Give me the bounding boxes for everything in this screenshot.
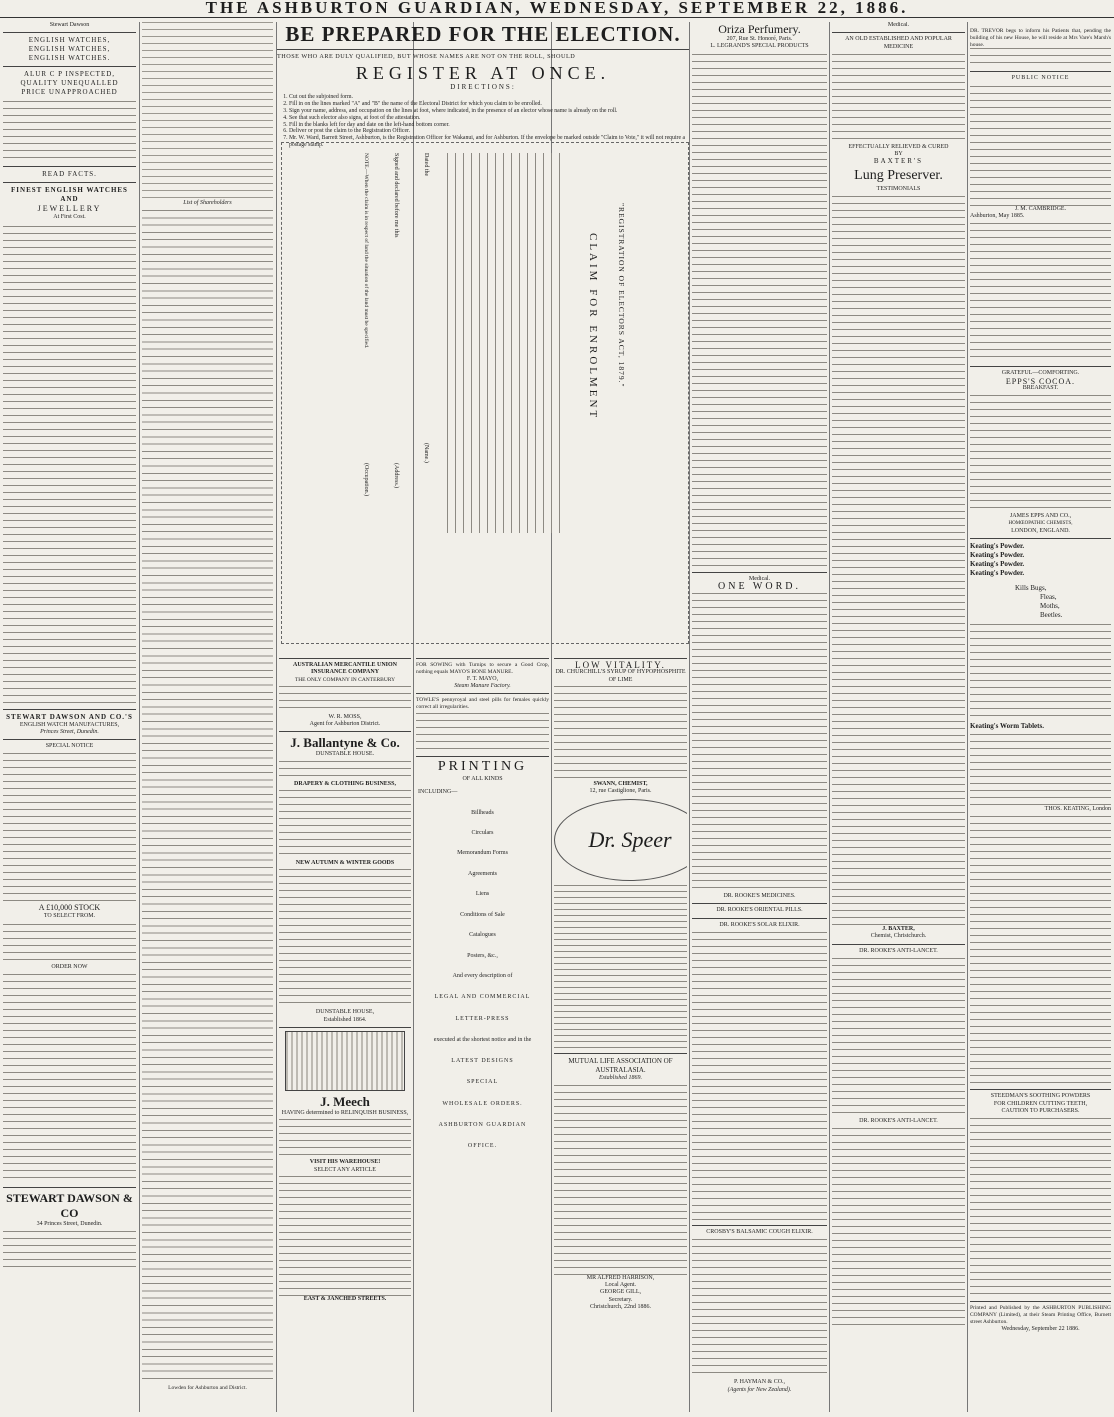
- alur-line: QUALITY UNEQUALLED: [20, 79, 119, 88]
- ballantyne-title: J. Ballantyne & Co.: [290, 735, 400, 751]
- body-text-block: [970, 86, 1111, 206]
- baxter-sub: Chemist, Christchurch.: [870, 933, 927, 940]
- body-text-block: [970, 734, 1111, 806]
- body-text-block: [970, 395, 1111, 513]
- form-act: "REGISTRATION OF ELECTORS ACT, 1879.": [617, 203, 626, 388]
- baxter-name: BAXTER'S: [873, 157, 924, 166]
- meech-title: J. Meech: [320, 1093, 370, 1109]
- warehouse-engraving: [285, 1031, 405, 1091]
- teeth-heading: FOR CHILDREN CUTTING TEETH,: [993, 1100, 1088, 1107]
- rooke-pills: DR. ROOKE'S ORIENTAL PILLS.: [716, 907, 803, 914]
- kills-line: Moths,: [1040, 602, 1060, 611]
- local-agent: Local Agent.: [605, 1282, 636, 1289]
- divider: [3, 739, 136, 740]
- worm-tablets: Keating's Worm Tablets.: [970, 722, 1044, 731]
- mutual-established: Established 1869.: [599, 1075, 642, 1082]
- agent-sub: Agent for Ashburton District.: [309, 721, 381, 728]
- divider: [277, 49, 689, 50]
- wholesale-orders: WHOLESALE ORDERS.: [442, 1100, 523, 1107]
- keating-powder: Keating's Powder.: [970, 551, 1025, 560]
- column-stewart-dawson: [3, 22, 136, 1414]
- public-notice: PUBLIC NOTICE: [1011, 75, 1070, 82]
- printing-kind: Liens: [475, 891, 490, 898]
- oriza-product-list: [692, 54, 827, 569]
- body-text-block: [692, 593, 827, 893]
- divider: [692, 572, 827, 573]
- column-rule: [139, 22, 140, 1412]
- column-shareholders: [142, 22, 273, 1414]
- printing-kind: Agreements: [468, 870, 497, 877]
- bottom-firm: STEWART DAWSON & CO: [6, 1191, 133, 1221]
- drapery: DRAPERY & CLOTHING BUSINESS,: [294, 780, 396, 787]
- mayo-name: F. T. MAYO,: [466, 675, 499, 682]
- body-text-block: [279, 790, 411, 860]
- order-now: ORDER NOW: [51, 963, 88, 970]
- guardian-name: ASHBURTON GUARDIAN: [438, 1122, 527, 1128]
- direction-step: 4. See that such elector also signs, at foot of the attestation.: [289, 115, 689, 122]
- firm-address: Princes Street, Dunedin.: [40, 728, 99, 735]
- divider: [692, 1225, 827, 1226]
- firm-subheading: ENGLISH WATCH MANUFACTURES,: [19, 721, 120, 728]
- column-baxter: [832, 22, 965, 1414]
- kills-line: Kills Bugs,: [1015, 584, 1047, 593]
- body-text-block: [554, 686, 687, 781]
- column-printing: [416, 655, 549, 1412]
- george-gill: GEORGE GILL,: [600, 1289, 641, 1296]
- latest-designs: LATEST DESIGNS: [451, 1058, 514, 1065]
- keating-powder: Keating's Powder.: [970, 542, 1025, 551]
- masthead-title: THE ASHBURTON GUARDIAN, WEDNESDAY, SEPTEMBER 22, 1886.: [205, 0, 909, 17]
- select-article: SELECT ANY ARTICLE: [314, 1166, 376, 1173]
- directions-list: [289, 94, 689, 148]
- autumn-goods: NEW AUTUMN & WINTER GOODS: [295, 860, 395, 867]
- election-intro: THOSE WHO ARE DULY QUALIFIED, BUT WHOSE NAMES ARE NOT ON THE ROLL, SHOULD: [277, 53, 576, 60]
- form-note: NOTE.—When the claim is in respect of land the situation of the land must be specified.: [363, 153, 369, 349]
- watches-line: ENGLISH WATCHES.: [28, 54, 111, 63]
- body-text-block: [832, 1128, 965, 1328]
- printing-kind: Memorandum Forms: [457, 850, 508, 857]
- body-text-block: [279, 686, 411, 714]
- body-text-block: [970, 1118, 1111, 1298]
- select-from: TO SELECT FROM.: [43, 913, 96, 920]
- rooke-lancet-2: DR. ROOKE'S ANTI-LANCET.: [859, 1117, 938, 1124]
- agent-name: W. R. MOSS,: [328, 713, 362, 720]
- body-text-block: [416, 713, 549, 753]
- direction-step: 3. Sign your name, address, and occupation on the lines at foot, where indicated, in the presence of an elector whose name is already on the roll.: [289, 108, 689, 115]
- oriza-products: L. LEGRAND'S SPECIAL PRODUCTS: [710, 43, 809, 50]
- lung-preserver: Lung Preserver.: [854, 167, 943, 183]
- divider: [3, 32, 136, 33]
- printed-by: Printed and Published by the ASHBURTON PUBLISHING COMPANY (Limited), at their Steam Printing Office, Burnett street Ashburton.: [970, 1305, 1111, 1325]
- date-line: Wednesday, September 22 1886.: [1001, 1325, 1080, 1332]
- column-rule: [689, 22, 690, 1412]
- body-text-block: [970, 816, 1111, 1086]
- oriza-address: 207, Rue St. Honoré, Paris.: [726, 36, 793, 42]
- christchurch-date: Christchurch, 22nd 1886.: [590, 1303, 651, 1310]
- direction-step: 2. Fill in on the lines marked "A" and "B" the name of the Electoral District for which you claim to be enrolled.: [289, 101, 689, 108]
- divider: [554, 1053, 687, 1054]
- divider: [3, 1187, 136, 1188]
- meech-tagline: HAVING determined to RELINQUISH BUSINESS,: [281, 1109, 409, 1116]
- body-text-block: [3, 101, 136, 163]
- form-address: (Address.): [393, 463, 399, 489]
- watches-line: ENGLISH WATCHES,: [28, 36, 111, 45]
- shareholders-title: List of Shareholders: [183, 200, 232, 206]
- printing-kinds: [416, 810, 549, 960]
- form-dated: Dated the: [423, 153, 429, 177]
- every-description: And every description of: [452, 972, 513, 979]
- cambridge-date: Ashburton, May 1885.: [970, 212, 1025, 219]
- alur-line: PRICE UNAPPROACHED: [21, 88, 118, 97]
- direction-step: 7. Mr. W. Ward, Barrett Street, Ashburton, is the Registration Officer for Wakanui, and for Ashburton. If the envelope be marked outside "Claim to Vote," it will not require a postage stamp.: [289, 135, 689, 149]
- body-text-block: [3, 974, 136, 1184]
- special: SPECIAL: [466, 1079, 499, 1086]
- epps-title: EPPS'S COCOA.: [1005, 376, 1076, 386]
- form-name: (Name.): [423, 443, 429, 463]
- direction-step: 1. Cut out the subjoined form.: [289, 94, 689, 101]
- baxter-signature: J. BAXTER,: [882, 926, 915, 933]
- rooke-elixir: DR. ROOKE'S SOLAR ELIXIR.: [719, 921, 800, 928]
- established: Established 1864.: [323, 1016, 367, 1023]
- divider: [692, 918, 827, 919]
- dunstable-house: DUNSTABLE HOUSE,: [315, 1009, 375, 1016]
- election-heading: BE PREPARED FOR THE ELECTION.: [285, 22, 681, 46]
- column-footer: Lowden for Ashburton and District.: [168, 1385, 247, 1392]
- vitality-heading: LOW VITALITY.: [575, 660, 666, 670]
- by: BY: [894, 151, 903, 158]
- body-text-block: [832, 196, 965, 926]
- breakfast: BREAKFAST.: [1022, 384, 1059, 391]
- column-medicines-left: [554, 655, 687, 1412]
- cambridge-name: J. M. CAMBRIDGE.: [1014, 205, 1067, 212]
- read-facts: READ FACTS.: [42, 170, 97, 179]
- rooke-medicines: DR. ROOKE'S MEDICINES.: [723, 893, 796, 900]
- form-occupation: (Occupation.): [363, 463, 369, 497]
- mayo-sub: Steam Manure Factory.: [454, 682, 511, 689]
- bottom-address: 34 Princes Street, Dunedin.: [36, 1221, 103, 1228]
- mayo-ad: FOR SOWING with Turnips to secure a Good Crop, nothing equals MAYO'S BONE MANURE.: [416, 662, 549, 675]
- epps-tagline: GRATEFUL—COMFORTING.: [1001, 370, 1080, 377]
- homeopathic: HOMŒOPATHIC CHEMISTS,: [1008, 521, 1073, 527]
- steedman-heading: STEEDMAN'S SOOTHING POWDERS: [990, 1093, 1091, 1100]
- column-header: Stewart Dawson: [49, 22, 90, 28]
- alur-line: ALUR C P INSPECTED,: [23, 70, 116, 79]
- body-text-block: [692, 1239, 827, 1379]
- divider: [970, 538, 1111, 539]
- printing-kind: Billheads: [471, 809, 494, 816]
- body-text-block: [692, 932, 827, 1222]
- shareholders-list: [142, 210, 273, 1385]
- epps-company: JAMES EPPS AND CO.,: [1009, 513, 1072, 520]
- divider: [3, 166, 136, 167]
- relieved: EFFECTUALLY RELIEVED & CURED: [848, 143, 949, 150]
- alfred-harrison: MR ALFRED HARRISON,: [586, 1274, 655, 1281]
- firm-heading: STEWART DAWSON AND CO.'S: [6, 712, 133, 721]
- office: OFFICE.: [467, 1143, 498, 1150]
- letter-press: LETTER-PRESS: [455, 1015, 510, 1022]
- divider: [416, 756, 549, 757]
- watches-line: ENGLISH WATCHES,: [28, 45, 111, 54]
- election-notice: [277, 22, 689, 652]
- austral-title: AUSTRALIAN MERCANTILE UNION INSURANCE COMPANY: [292, 662, 397, 676]
- printing-heading: PRINTING: [437, 758, 528, 774]
- medical-label: Medical.: [748, 575, 771, 582]
- body-text-block: [970, 624, 1111, 722]
- keating-powder: Keating's Powder.: [970, 569, 1025, 578]
- column-rule: [829, 22, 830, 1412]
- jewellery-heading: JEWELLERY: [37, 204, 102, 214]
- mutual-heading: MUTUAL LIFE ASSOCIATION OF AUSTRALASIA.: [568, 1057, 673, 1075]
- hayman: P. HAYMAN & CO.,: [733, 1379, 786, 1386]
- body-text-block: [3, 753, 136, 903]
- column-rule: [967, 22, 968, 1412]
- swann: SWANN, CHEMIST,: [593, 780, 648, 787]
- ballantyne-sub: DUNSTABLE HOUSE.: [315, 751, 375, 758]
- keating-powder: Keating's Powder.: [970, 560, 1025, 569]
- printing-kind: Conditions of Sale: [460, 911, 505, 918]
- body-text-block: [554, 885, 687, 1050]
- crosby-heading: CROSBY'S BALSAMIC COUGH ELIXIR.: [706, 1229, 813, 1236]
- divider: [832, 32, 965, 33]
- body-text-block: [3, 1231, 136, 1271]
- column-oriza: [692, 22, 827, 1414]
- london: LONDON, ENGLAND.: [1011, 527, 1070, 534]
- direction-step: 5. Fill in the blanks left for day and date on the left-hand bottom corner.: [289, 122, 689, 129]
- body-text-block: [970, 48, 1111, 68]
- column-notices: [970, 22, 1111, 1414]
- old-established: AN OLD ESTABLISHED AND POPULAR MEDICINE: [845, 36, 952, 50]
- divider: [554, 658, 687, 659]
- enrolment-form[interactable]: [281, 142, 689, 644]
- churchill-heading: DR. CHURCHILL'S SYRUP OF HYPOPHOSPHITE OF LIME: [555, 669, 686, 683]
- body-text-block: [279, 1119, 411, 1159]
- divider: [416, 693, 549, 694]
- printing-kind: Circulars: [471, 830, 494, 837]
- kills-line: Fleas,: [1040, 593, 1057, 602]
- body-text-block: [279, 869, 411, 1009]
- divider: [970, 1301, 1111, 1302]
- towle-ad: TOWLE'S pennyroyal and steel pills for females quickly correct all irregularities.: [416, 697, 549, 710]
- secretary: Secretary.: [608, 1296, 633, 1303]
- printing-sub: OF ALL KINDS: [462, 776, 503, 783]
- divider: [970, 71, 1111, 72]
- body-text-block: [3, 924, 136, 964]
- one-word: ONE WORD.: [718, 580, 801, 592]
- divider: [970, 366, 1111, 367]
- dr-speer-logo: Dr. Speer: [554, 799, 687, 881]
- body-text-block: [970, 223, 1111, 363]
- printing-kind: Posters, &c.,: [467, 952, 498, 959]
- body-text-block: [3, 226, 136, 706]
- swann-address: 12, rue Castiglione, Paris.: [589, 788, 652, 795]
- trevor-notice: DR. TREVOR begs to inform his Patients that, pending the building of his new House, he will reside at Mrs Vare's Marsh's house.: [970, 28, 1111, 48]
- legal-commercial: LEGAL AND COMMERCIAL: [434, 994, 531, 1001]
- divider: [3, 182, 136, 183]
- divider: [279, 1027, 411, 1028]
- divider: [279, 658, 411, 659]
- hayman-sub: (Agents for New Zealand).: [727, 1386, 792, 1393]
- enrolment-form-rotated: [282, 143, 688, 643]
- stock-heading: A £10,000 STOCK: [38, 903, 101, 913]
- kills-line: Beetles.: [1040, 611, 1063, 620]
- divider: [832, 944, 965, 945]
- oriza-heading: Oriza Perfumery.: [718, 22, 801, 36]
- divider: [279, 731, 411, 732]
- austral-sub: THE ONLY COMPANY IN CANTERBURY: [294, 676, 396, 683]
- body-text-block: [554, 1085, 687, 1275]
- body-text-block: [279, 1176, 411, 1296]
- divider: [970, 1089, 1111, 1090]
- directions-heading: DIRECTIONS:: [450, 83, 516, 92]
- body-text-block: [142, 22, 273, 200]
- form-signed: Signed and declared before me this: [393, 153, 399, 238]
- testimonials: TESTIMONIALS: [876, 185, 921, 192]
- direction-step: 6. Deliver or post the claim to the Registration Officer.: [289, 128, 689, 135]
- divider: [692, 903, 827, 904]
- divider: [416, 658, 549, 659]
- visit-warehouse: VISIT HIS WAREHOUSE!: [309, 1159, 381, 1166]
- body-text-block: [832, 54, 965, 144]
- body-text-block: [279, 761, 411, 781]
- medical-label: Medical.: [887, 22, 910, 28]
- including: INCLUDING—: [418, 789, 458, 796]
- rooke-lancet: DR. ROOKE'S ANTI-LANCET.: [859, 947, 938, 954]
- body-text-block: [832, 958, 965, 1118]
- caution-heading: CAUTION TO PURCHASERS.: [1001, 1107, 1080, 1114]
- executed: executed at the shortest notice and in the: [433, 1036, 532, 1043]
- form-body-text: [447, 153, 567, 533]
- first-cost: At First Cost.: [53, 214, 86, 221]
- special-notice: SPECIAL NOTICE: [45, 743, 94, 750]
- masthead-rule: [0, 17, 1114, 18]
- register-heading: REGISTER AT ONCE.: [355, 63, 611, 84]
- divider: [3, 66, 136, 67]
- column-ads-left: [279, 655, 411, 1412]
- printing-kind: Catalogues: [469, 932, 496, 939]
- form-claim: CLAIM FOR ENROLMENT: [587, 233, 599, 421]
- keating-name: THOS. KEATING, London: [1044, 806, 1111, 813]
- finest-heading: FINEST ENGLISH WATCHES AND: [11, 186, 128, 204]
- meech-footer: EAST & JANCHED STREETS.: [303, 1295, 387, 1302]
- divider: [3, 709, 136, 710]
